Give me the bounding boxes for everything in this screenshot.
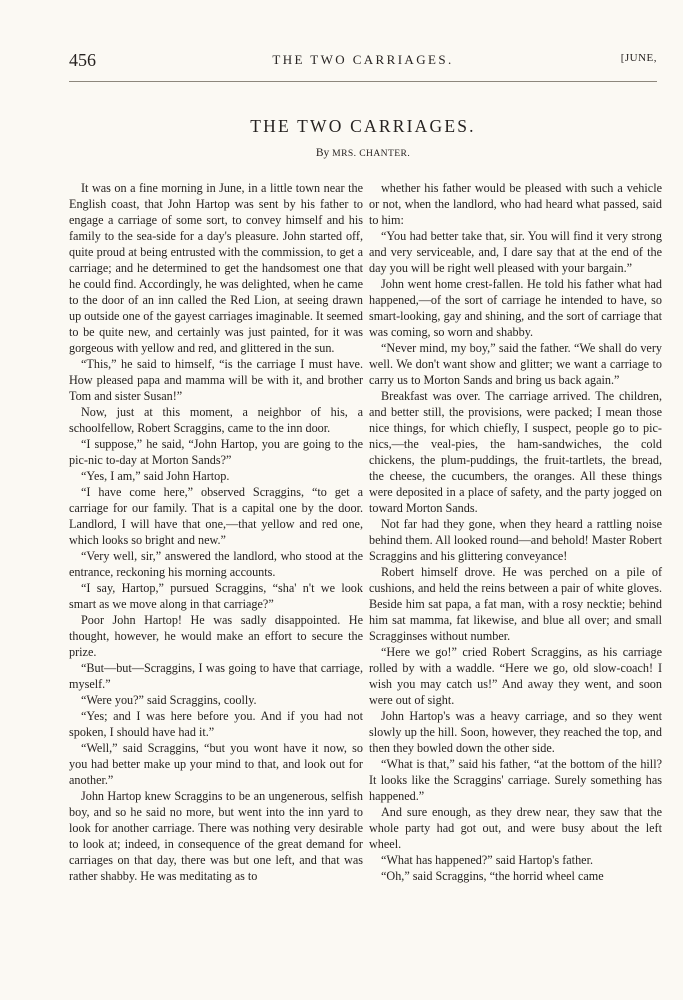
paragraph: John went home crest-fallen. He told his father what had happened,—of the sort of carriage he intended to have, so smart-looking, gay and shining, and the sort of carriage that was coming, so worn and shabby. [369, 277, 662, 339]
paragraph: “You had better take that, sir. You will find it very strong and very serviceable, and, I dare say that at the end of the day you will be right well pleased with your bargain.” [369, 229, 662, 275]
right-column [369, 180, 662, 884]
byline [69, 147, 657, 159]
byline-prefix: By [315, 147, 333, 159]
paragraph: “Here we go!” cried Robert Scraggins, as his carriage rolled by with a waddle. “Here we go, old slow-coach! I wish you may catch us!” And away they went, and soon were out of sight. [369, 645, 662, 707]
paragraph: “Well,” said Scraggins, “but you wont have it now, so you had better make up your mind to that, and look out for another.” [69, 741, 363, 787]
paragraph: John Hartop knew Scraggins to be an ungenerous, selfish boy, and so he said no more, but went into the inn yard to look for another carriage. There was nothing very desirable to look at; indeed, in consequence of the great demand for carriages on that day, there was but one left, and that was rather shabby. He was meditating as to [69, 789, 363, 883]
paragraph: whether his father would be pleased with such a vehicle or not, when the landlord, who had heard what passed, said to him: [369, 181, 662, 227]
paragraph: Not far had they gone, when they heard a rattling noise behind them. All looked round—and behold! Master Robert Scraggins and his glittering conveyance! [369, 517, 662, 563]
paragraph: “Never mind, my boy,” said the father. “We shall do very well. We don't want show and glitter; we want a carriage to carry us to Morton Sands and bring us back again.” [369, 341, 662, 387]
paragraph: “I say, Hartop,” pursued Scraggins, “sha' n't we look smart as we move along in that carriage?” [69, 581, 363, 611]
paragraph: Now, just at this moment, a neighbor of his, a schoolfellow, Robert Scraggins, came to the inn door. [69, 405, 363, 435]
paragraph: “But—but—Scraggins, I was going to have that carriage, myself.” [69, 661, 363, 691]
paragraph: “What is that,” said his father, “at the bottom of the hill? It looks like the Scraggins' carriage. Surely something has happened.” [369, 757, 662, 803]
header-rule [69, 81, 657, 82]
paragraph: “Very well, sir,” answered the landlord, who stood at the entrance, reckoning his morning accounts. [69, 549, 363, 579]
page-number: 456 [69, 50, 96, 70]
paragraph: Breakfast was over. The carriage arrived. The children, and better still, the provisions, were packed; I mean those nice things, for which chiefly, I suspect, people go to pic-nics,—the veal-pies, the ham-sandwiches, the cold chickens, the plum-puddings, the fruit-tartlets, the bread, the cheese, the cucumbers, the oranges. All these things were deposited in a place of safety, and the party jogged on toward Morton Sands. [369, 389, 662, 515]
left-column [69, 180, 363, 884]
paragraph: “This,” he said to himself, “is the carriage I must have. How pleased papa and mamma will be with it, and brother Tom and sister Susan!” [69, 357, 363, 403]
paragraph: “What has happened?” said Hartop's father. [381, 853, 594, 867]
paragraph: And sure enough, as they drew near, they saw that the whole party had got out, and were busy about the left wheel. [369, 805, 662, 851]
paragraph: Robert himself drove. He was perched on a pile of cushions, and held the reins between a pair of white gloves. Beside him sat papa, a fat man, with a rosy necktie; behind him sat mamma, fat likewise, and blue all over; and small Scragginses without number. [369, 565, 662, 643]
paragraph: “Oh,” said Scraggins, “the horrid wheel came [381, 869, 604, 883]
paragraph: “I have come here,” observed Scraggins, “to get a carriage for our family. That is a capital one by the door. Landlord, I will have that one,—that yellow and red one, which looks so bright and new.” [69, 485, 363, 547]
paragraph: “Yes; and I was here before you. And if you had not spoken, I should have had it.” [69, 709, 363, 739]
article-title: THE TWO CARRIAGES. [250, 116, 476, 136]
paragraph: Poor John Hartop! He was sadly disappointed. He thought, however, he would make an effort to secure the prize. [69, 613, 363, 659]
running-date: [JUNE, [620, 52, 657, 64]
running-title: THE TWO CARRIAGES. [272, 52, 454, 67]
paragraph: It was on a fine morning in June, in a little town near the English coast, that John Hartop was sent by his father to engage a carriage of some sort, to convey himself and his family to the sea-side for a day's pleasure. John started off, quite proud at being entrusted with the commission, to get a carriage; and he determined to get the handsomest one that he could find. Accordingly, he was delighted, when he came to the door of an inn called the Red Lion, at seeing drawn up outside one of the gayest carriages imaginable. It seemed to be quite new, and certainly was just painted, for it was gorgeous with yellow and red, and glittered in the sun. [69, 181, 363, 355]
byline-author: MRS. CHANTER. [332, 148, 411, 159]
paragraph: “Were you?” said Scraggins, coolly. [81, 693, 257, 707]
paragraph: John Hartop's was a heavy carriage, and so they went slowly up the hill. Soon, however, they reached the top, and then they bowled down the other side. [369, 709, 662, 755]
paragraph: “I suppose,” he said, “John Hartop, you are going to the pic-nic to-day at Morton Sands?” [69, 437, 363, 467]
running-header [69, 50, 657, 72]
paragraph: “Yes, I am,” said John Hartop. [81, 469, 230, 483]
